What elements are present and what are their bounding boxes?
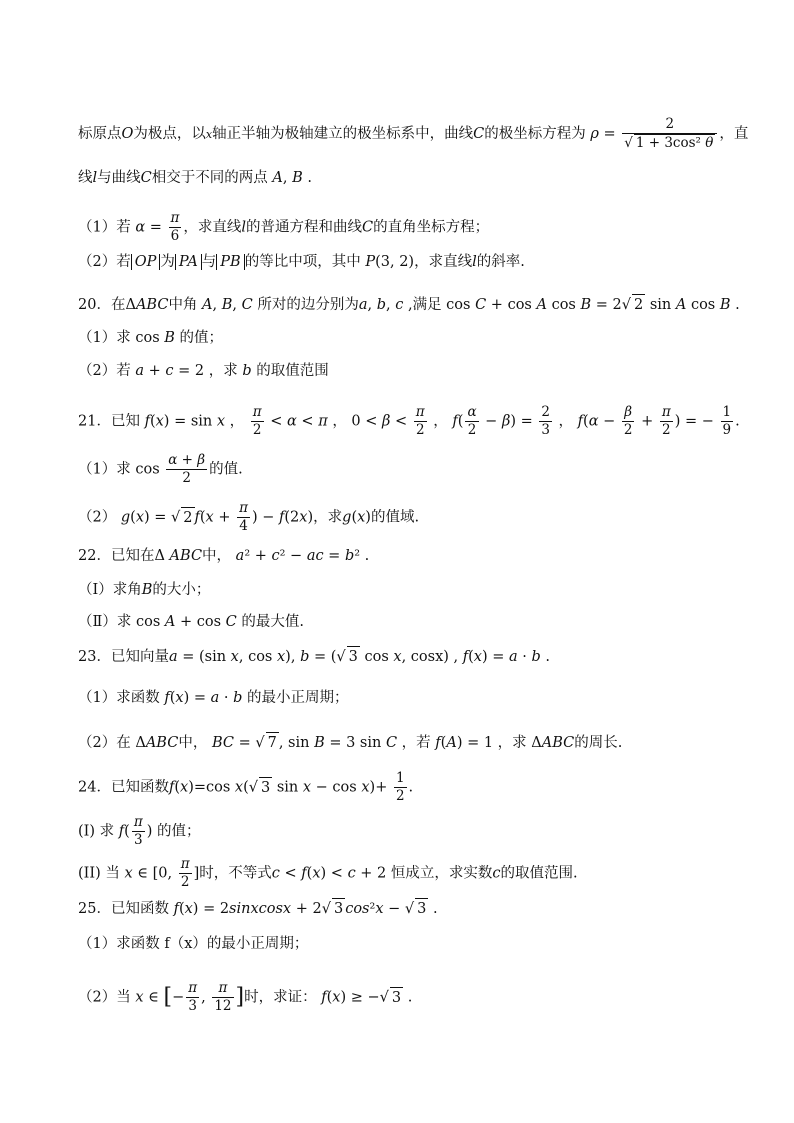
text: （2） [78, 509, 117, 526]
text: 的等比中项，其中 [244, 254, 361, 270]
text: 20．在 [78, 297, 126, 313]
text: 标原点 [78, 126, 122, 142]
question-19-1: （1）若 α = $\frac{\pi}{6}$ ，求直线l的普通方程和曲线C的直角坐标方程； [78, 210, 490, 244]
question-21-1: （1）求 cos $\frac{\alpha + \beta}{2}$ 的值. [78, 452, 243, 486]
text: 23．已知向量 [78, 649, 169, 665]
text: ，求 [208, 363, 238, 379]
question-24-2: (II) 当 x ∈ [0, $\frac{\pi}{2}$ ]时，不等式c < f(x) < c + 2 恒成立，求实数c的取值范围. [78, 856, 578, 890]
text: （1）若 [78, 219, 131, 236]
question-23-1: （1）求函数 f(x) = a · b 的最小正周期； [78, 690, 349, 706]
text: 的取值范围. [500, 865, 578, 882]
text: 中角 [168, 297, 198, 313]
question-23-2: （2）在 ΔABC中， BC = √ 7 , sin B = 3 sin C ，若 f(A) = 1 ，求 ΔABC的周长. [78, 732, 622, 753]
text: 的极坐标方程为 [484, 126, 586, 142]
text: 的周长. [574, 735, 623, 751]
text: （Ⅱ）求 [78, 614, 132, 630]
text: （Ⅰ）求角 [78, 582, 142, 598]
text: 的大小； [152, 582, 211, 598]
text: （1）求函数 f（x）的最小正周期； [78, 936, 309, 952]
question-24-1: (I) 求 f( $\frac{\pi}{3}$ ) 的值； [78, 814, 201, 848]
text: 22．已知在 [78, 548, 155, 564]
text: （2）当 [78, 989, 131, 1006]
text: 25．已知函数 [78, 901, 169, 917]
text: 为 [160, 254, 175, 270]
question-19-2: （2）若 OP 为 PA 与 PB 的等比中项，其中 P(3, 2)，求直线l的斜率. [78, 254, 525, 270]
text-line-2: 线l与曲线C相交于不同的两点 A, B . [78, 170, 312, 186]
question-22: 22．已知在Δ ABC中， a² + c² − ac = b² . [78, 548, 370, 564]
text: 的值； [179, 330, 224, 346]
text: 的值； [156, 823, 201, 840]
text: （2）若 [78, 254, 131, 270]
text: 24．已知函数 [78, 779, 169, 796]
text-line-1: 标原点O为极点，以x轴正半轴为极轴建立的极坐标系中，曲线C的极坐标方程为 ρ = $\frac{2}{\text{√ 1 + 3cos² θ}}$ ，直 [78, 116, 749, 151]
question-20-2: （2）若 a + c = 2 ，求 b 的取值范围 [78, 363, 329, 379]
question-21: 21．已知 f(x) = sin x ， $\frac{\pi}{2}$ < α < π ， 0 < β < $\frac{\pi}{2}$ ， f( $\frac{\alpha}{2}$ − β) = $\frac{2}{3}$ ， f(α − $\frac{\beta}{2}$ + $\frac{\pi}{2}$ ) = − $\frac{1}{9}$ . [78, 404, 740, 438]
text: ，直 [719, 126, 749, 142]
text: 时，不等式 [199, 865, 272, 882]
text: ，求 [497, 735, 527, 751]
question-23: 23．已知向量a = (sin x, cos x), b = (√ 3 cos x, cosx) , f(x) = a · b . [78, 646, 550, 667]
text: 中， [178, 735, 208, 751]
text: (II) 当 [78, 865, 120, 882]
text: （2）若 [78, 363, 131, 379]
text: 的取值范围 [256, 363, 329, 379]
question-22-1: （Ⅰ）求角B的大小； [78, 582, 211, 598]
fraction: $\frac{2}{\text{√ 1 + 3cos² θ}}$ [622, 116, 717, 152]
text: 轴正半轴为极轴建立的极坐标系中，曲线 [212, 126, 474, 142]
text: 恒成立，求实数 [390, 865, 493, 882]
text: ，若 [401, 735, 431, 751]
question-20-1: （1）求 cos B 的值； [78, 330, 224, 346]
text: （2）在 [78, 735, 131, 751]
text: 时，求证： [244, 989, 317, 1006]
question-20: 20．在ΔABC中角 A, B, C 所对的边分别为a, b, c ,满足 cos C + cos A cos B = 2√ 2 sin A cos B . [78, 294, 740, 315]
text: 的值域. [370, 509, 420, 526]
text: 所对的边分别为 [257, 297, 359, 313]
text: ，求 [313, 509, 343, 526]
question-25-2: （2）当 x ∈ [− $\frac{\pi}{3}$ , $\frac{\pi}{12}$ ]时，求证： f(x) ≥ −√ 3 . [78, 980, 413, 1014]
question-21-2: （2） g(x) = √ 2 f(x + $\frac{\pi}{4}$ ) − f(2x)，求g(x)的值域. [78, 500, 420, 534]
question-25: 25．已知函数 f(x) = 2sinxcosx + 2√ 3 cos²x − √ 3 . [78, 898, 438, 919]
question-25-1 [78, 934, 308, 954]
text: （1）求 [78, 330, 131, 346]
text: 21．已知 [78, 413, 140, 430]
text: (I) 求 [78, 823, 115, 840]
text: 的值. [209, 461, 243, 478]
text: 的最大值. [241, 614, 304, 630]
text: 中， [202, 548, 232, 564]
question-24: 24．已知函数f(x)=cos x(√ 3 sin x − cos x)+ $\frac{1}{2}$ . [78, 770, 414, 804]
text: （1）求 [78, 461, 131, 478]
question-22-2: （Ⅱ）求 cos A + cos C 的最大值. [78, 614, 304, 630]
text: 与 [201, 254, 217, 270]
text: ,满足 [407, 297, 442, 313]
fraction: $\frac{\pi}{6}$ [170, 210, 180, 244]
text: 的最小正周期； [247, 690, 349, 706]
text: （1）求函数 [78, 690, 160, 706]
text: 为极点，以 [133, 126, 206, 142]
